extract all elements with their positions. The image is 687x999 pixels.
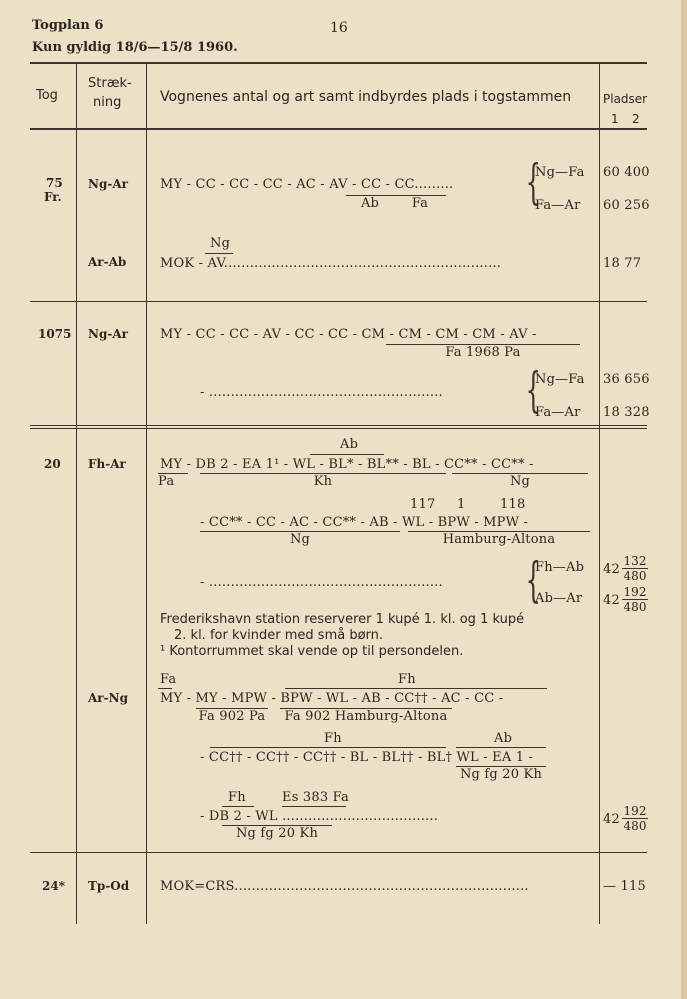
seats-1075-1: 36 656	[603, 372, 650, 387]
over-117: 117	[410, 497, 436, 512]
train-20: 20	[44, 457, 61, 471]
dir-1075-1: Ng—Fa	[535, 372, 585, 387]
route-20: Fh-Ar	[88, 457, 126, 471]
composition-1075: MY - CC - CC - AV - CC - CC - CM - CM - CM - CM - AV -	[160, 327, 537, 342]
seats-20-3-frac	[622, 804, 648, 833]
under-ng2-20: Ng	[200, 531, 400, 547]
over-ab2-20: Ab	[494, 731, 513, 746]
route-24: Tp-Od	[88, 879, 130, 893]
col-kl2: 2	[632, 112, 640, 126]
under-ng-20: Ng	[452, 473, 588, 489]
fh2-rule-20	[210, 747, 446, 748]
seats-75-3: 18 77	[603, 256, 642, 271]
col-vogne: Vognenes antal og art samt indbyrdes plads i togstammen	[160, 89, 572, 105]
composition-20-1: MY - DB 2 - EA 1¹ - WL - BL* - BL** - BL - CC** - CC** -	[160, 457, 534, 472]
under-ngfg2-20: Ng fg 20 Kh	[222, 825, 332, 841]
seats-20-2-a: 42	[603, 593, 620, 608]
under-fa902pa: Fa 902 Pa	[196, 708, 268, 724]
brace-1075: {	[525, 362, 541, 418]
seats-20-2-frac	[622, 585, 648, 614]
col-tog: Tog	[36, 88, 58, 103]
brace-75: {	[525, 154, 541, 210]
brace-20: {	[525, 552, 541, 608]
page-edge	[681, 0, 687, 999]
route-20-2: Ar-Ng	[88, 691, 128, 705]
composition-20-4: - CC†† - CC†† - CC†† - BL - BL†† - BL† WL - EA 1 -	[200, 750, 534, 765]
under-fa-75: Fa	[394, 195, 446, 211]
col-rule-1	[76, 64, 77, 924]
seats-1075-2: 18 328	[603, 405, 650, 420]
dots-20: - ......................................................	[200, 575, 443, 590]
seats-20-3-den: 480	[623, 819, 647, 833]
route-1075: Ng-Ar	[88, 327, 128, 341]
col-straek-1: Stræk-	[88, 76, 132, 91]
over-ab-20: Ab	[340, 437, 359, 452]
ab2-rule-20	[456, 747, 546, 748]
under-pa-20: Pa	[158, 473, 188, 489]
train-75: 75	[46, 176, 63, 190]
col-kl1: 1	[611, 112, 619, 126]
row-rule-1075b	[30, 428, 647, 429]
over-es-20: Es 383 Fa	[282, 790, 349, 805]
fh-rule-20	[285, 688, 547, 689]
seats-20-3-num: 192	[623, 804, 647, 818]
route-75: Ng-Ar	[88, 177, 128, 191]
over-fh-20: Fh	[398, 672, 416, 687]
under-ab-75: Ab	[346, 195, 394, 211]
dir-20-1: Fh—Ab	[535, 560, 585, 575]
under-hamburg-20: Hamburg-Altona	[408, 531, 590, 547]
seats-20-1-a: 42	[603, 562, 620, 577]
plan-title: Togplan 6	[32, 18, 104, 33]
row-rule-20	[30, 852, 647, 853]
page-number: 16	[330, 20, 348, 36]
dir-20-2: Ab—Ar	[535, 591, 583, 606]
row-rule-1075	[30, 425, 647, 426]
col-rule-2	[146, 64, 147, 924]
train-75-type: Fr.	[44, 190, 62, 204]
over-fa-20: Fa	[160, 672, 177, 687]
seats-20-2-num: 192	[623, 585, 647, 599]
composition-20-2: - CC** - CC - AC - CC** - AB - WL - BPW - MPW -	[200, 515, 529, 530]
ng-rule-75	[205, 253, 233, 254]
under-1075: Fa 1968 Pa	[386, 344, 580, 360]
route-75-2: Ar-Ab	[88, 255, 127, 269]
es-rule-20	[282, 806, 346, 807]
validity-text: Kun gyldig 18/6—15/8 1960.	[32, 40, 238, 55]
seats-20-1-num: 132	[623, 554, 647, 568]
row-rule-75	[30, 301, 647, 302]
over-ng-75: Ng	[210, 236, 231, 251]
over-1: 1	[457, 497, 466, 512]
dir-75-2: Fa—Ar	[535, 198, 581, 213]
col-pladser: Pladser	[603, 92, 648, 106]
note-20-3: ¹ Kontorrummet skal vende op til persondelen.	[160, 644, 464, 659]
composition-75: MY - CC - CC - CC - AC - AV - CC - CC.........	[160, 177, 454, 192]
top-rule	[30, 62, 647, 64]
seats-20-2-den: 480	[623, 600, 647, 614]
dir-1075-2: Fa—Ar	[535, 405, 581, 420]
fh3-rule-20	[222, 806, 254, 807]
train-1075: 1075	[38, 327, 72, 341]
note-20-2: 2. kl. for kvinder med små børn.	[174, 628, 384, 643]
col-rule-3	[599, 64, 600, 924]
seats-75-1: 60 400	[603, 165, 650, 180]
col-straek-2: ning	[93, 95, 122, 110]
train-24: 24*	[42, 879, 65, 893]
under-kh-20: Kh	[200, 473, 446, 489]
under-fa902h: Fa 902 Hamburg-Altona	[280, 708, 452, 724]
seats-24: — 115	[603, 879, 646, 894]
composition-20-5: - DB 2 - WL ....................................	[200, 809, 439, 824]
over-118: 118	[500, 497, 526, 512]
fa-rule-20	[158, 688, 172, 689]
under-ngfg-20: Ng fg 20 Kh	[456, 766, 546, 782]
seats-20-1-frac	[622, 554, 648, 583]
seats-75-2: 60 256	[603, 198, 650, 213]
seats-20-1-den: 480	[623, 569, 647, 583]
over-fh2-20: Fh	[324, 731, 342, 746]
over-fh3-20: Fh	[228, 790, 246, 805]
ab-rule-20	[310, 454, 384, 455]
composition-24: MOK=CRS....................................................................	[160, 879, 529, 894]
header-rule	[30, 128, 647, 130]
dir-75-1: Ng—Fa	[535, 165, 585, 180]
dots-1075: - ......................................................	[200, 385, 443, 400]
composition-75-2: MOK - AV................................................................	[160, 256, 502, 271]
seats-20-3-a: 42	[603, 812, 620, 827]
note-20-1: Frederikshavn station reserverer 1 kupé 1. kl. og 1 kupé	[160, 612, 525, 627]
composition-20-3: MY - MY - MPW - BPW - WL - AB - CC†† - AC - CC -	[160, 691, 504, 706]
